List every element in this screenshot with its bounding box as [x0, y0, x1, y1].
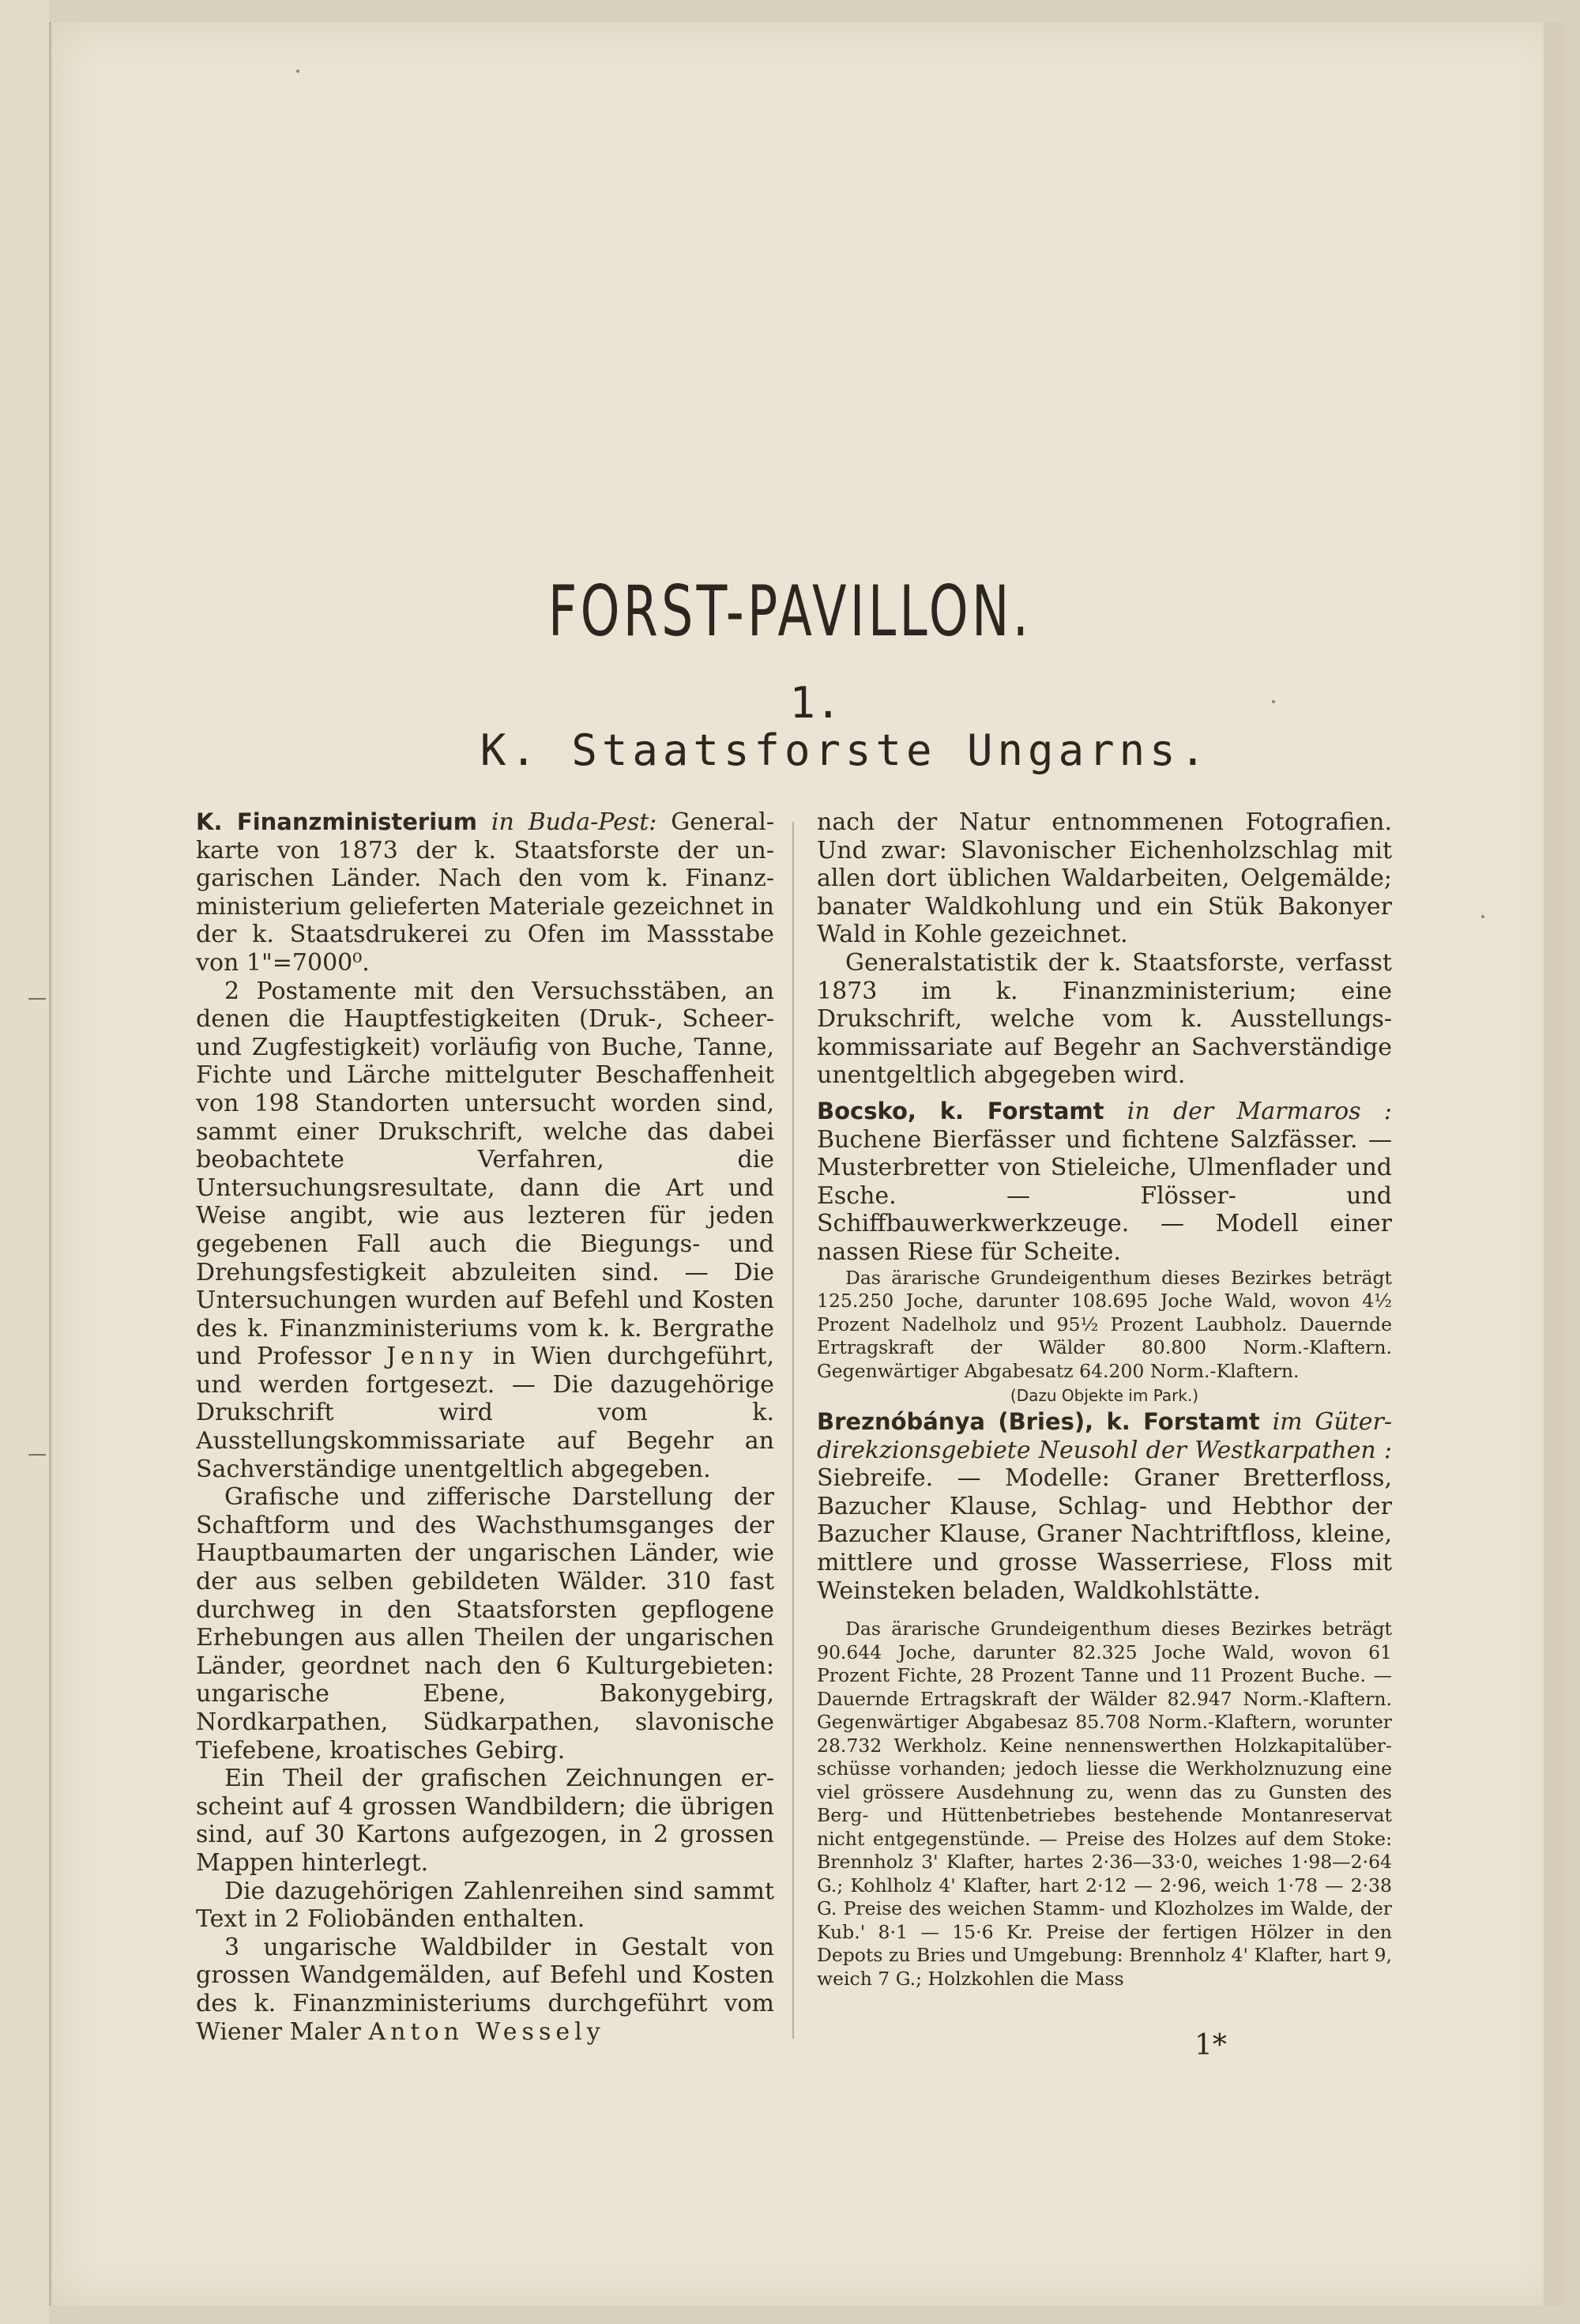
fold-mark — [28, 1454, 46, 1456]
previous-page-strip — [0, 0, 49, 2324]
fold-mark — [28, 998, 46, 1000]
paragraph — [196, 977, 774, 1484]
page-edge — [1544, 22, 1564, 2306]
paragraph-text: in Wien durchgeführt, und werden fortgesezt. — Die dazugehörige Drukschrift wird vom k. Ausstellungskommissariate auf Begehr an Sachverständige unentgeltlich abgegeben. — [196, 1343, 774, 1483]
paragraph: Ein Theil der grafischen Zeichnungen erscheint auf 4 grossen Wandbildern; die übrigen sind, auf 30 Kartons aufgezogen, in 2 grossen Mappen hinterlegt. — [196, 1765, 774, 1877]
entry-bocsko — [817, 1098, 1392, 1267]
person-name: Jenny — [386, 1343, 478, 1371]
section-number: 1. — [789, 678, 841, 728]
entry-location: in der Marmaros : — [1127, 1097, 1392, 1125]
statistics-note: Das ärarische Grundeigenthum dieses Bezirkes beträgt 90.644 Joche, darunter 82.325 Joche Wald, wovon 61 Prozent Fichte, 28 Prozent Tanne und 11 Prozent Buche. — Dauernde Ertragskraft der Wälder 82.947 Norm.-Klaftern. Gegenwärtiger Abgabesaz 85.708 Norm.-Klaftern, worunter 28.732 Werkholz. Keine nennenswerthen Holzkapitalüberschüsse vorhanden; jedoch liesse die Werkholznuzung eine viel grössere Ausdehnung zu, wenn das zu Gunsten des Berg- und Hüttenbetriebes bestehende Montanreservat nicht entgegenstünde. — Preise des Holzes auf dem Stoke: Brennholz 3' Klafter, hartes 2·36—33·0, weiches 1·98—2·64 G.; Kohlholz 4' Klafter, hart 2·12 — 2·96, weich 1·78 — 2·38 G. Preise des weichen Stamm- und Klozholzes im Walde, der Kub.' 8·1 — 15·6 Kr. Preise der fertigen Hölzer in den Depots zu Bries und Umgebung: Brennholz 4' Klafter, hart 9, weich 7 G.; Holzkohlen die Mass — [817, 1618, 1392, 1990]
signature-mark: 1* — [1194, 2029, 1227, 2062]
entry-breznobanya — [817, 1408, 1392, 1605]
left-column — [196, 808, 774, 2046]
paper-speck — [296, 70, 299, 73]
paragraph: nach der Natur entnommenen Fotografien. Und zwar: Slavonischer Eichenholzschlag mit allen dort üblichen Waldarbeiten, Oelgemälde; banater Waldkohlung und ein Stük Bakonyer Wald in Kohle gezeichnet. — [817, 808, 1392, 949]
entry-heading: Bocsko, k. Forstamt — [817, 1097, 1104, 1124]
person-name: Anton Wessely — [368, 2017, 605, 2046]
paragraph: Die dazugehörigen Zahlenreihen sind sammt Text in 2 Foliobänden enthalten. — [196, 1877, 774, 1934]
paragraph: Grafische und zifferische Darstellung der Schaftform und des Wachsthumsganges der Hauptbaumarten der ungarischen Länder, wie der aus selben gebildeten Wälder. 310 fast durchweg in den Staatsforsten gepflogene Erhebungen aus allen Theilen der ungarischen Länder, geordnet nach den 6 Kulturgebieten: ungarische Ebene, Bakonygebirg, Nordkarpathen, Südkarpathen, slavonische Tiefebene, kroatisches Gebirg. — [196, 1483, 774, 1765]
paragraph-text: 2 Postamente mit den Versuchsstäben, an denen die Hauptfestigkeiten (Druk-, Scheer- und Zugfestigkeit) vorläufig von Buche, Tanne, Fichte und Lärche mittelguter Beschaffenheit von 198 Standorten untersucht worden sind, sammt einer Drukschrift, welche das dabei beobachtete Verfahren, die Untersuchungsresultate, dann die Art und Weise angibt, wie aus lezteren für jeden gegebenen Fall auch die Biegungs- und Drehungsfestigkeit abzuleiten sind. — Die Untersuchungen wurden auf Befehl und Kosten des k. Finanzministeriums vom k. k. Bergrathe und Professor — [196, 977, 774, 1371]
entry-text: Buchene Bierfässer und fichtene Salzfässer. — Musterbretter von Stieleiche, Ulmenflader und Esche. — Flösser- und Schiffbauwerkwerkzeuge. — Modell einer nassen Riese für Scheite. — [817, 1125, 1392, 1266]
page-title: FORST-PAVILLON. — [547, 571, 1033, 652]
paper-speck — [1481, 915, 1484, 918]
right-column — [817, 808, 1392, 1991]
entry-location: im Güterdirekzionsgebiete Neusohl der Westkarpathen : — [817, 1408, 1392, 1464]
entry-heading: K. Finanzministerium — [196, 808, 478, 835]
entry-location: in Buda-Pest: — [491, 808, 657, 836]
paragraph: Generalstatistik der k. Staatsforste, verfasst 1873 im k. Finanzministerium; eine Drukschrift, welche vom k. Ausstellungskommissariate auf Begehr an Sachverständige unentgeltlich abgegeben wird. — [817, 948, 1392, 1090]
entry-heading: Breznóbánya (Bries), k. Forstamt — [817, 1408, 1260, 1435]
paragraph-text: 3 ungarische Waldbilder in Gestalt von grossen Wandgemälden, auf Befehl und Kosten des k. Finanzministeriums durchgeführt vom Wiener Maler — [196, 1933, 774, 2046]
paragraph — [196, 1934, 774, 2046]
entry-text: Siebreife. — Modelle: Graner Bretterfloss, Bazucher Klause, Schlag- und Hebthor der Bazucher Klause, Graner Nachtriftfloss, kleine, mittlere und grosse Wasserriese, Floss mit Weinsteken beladen, Waldkohlstätte. — [817, 1464, 1392, 1605]
section-heading: K. Staatsforste Ungarns. — [480, 725, 1211, 775]
column-divider — [792, 822, 794, 2039]
entry-finanzministerium — [196, 808, 774, 977]
statistics-note: Das ärarische Grundeigenthum dieses Bezirkes beträgt 125.250 Joche, darunter 108.695 Joche Wald, wovon 4½ Prozent Nadelholz und 95½ Prozent Laubholz. Dauernde Ertragskraft der Wälder 80.800 Norm.-Klaftern. Gegenwärtiger Abgabesatz 64.200 Norm.-Klaftern. — [817, 1266, 1392, 1382]
park-note: (Dazu Objekte im Park.) — [1010, 1386, 1199, 1405]
entry-text: Generalkarte von 1873 der k. Staatsforste der ungarischen Länder. Nach den vom k. Finanzministerium gelieferten Materiale gezeichnet in der k. Staatsdrukerei zu Ofen im Massstabe von 1"=7000⁰. — [196, 808, 774, 977]
